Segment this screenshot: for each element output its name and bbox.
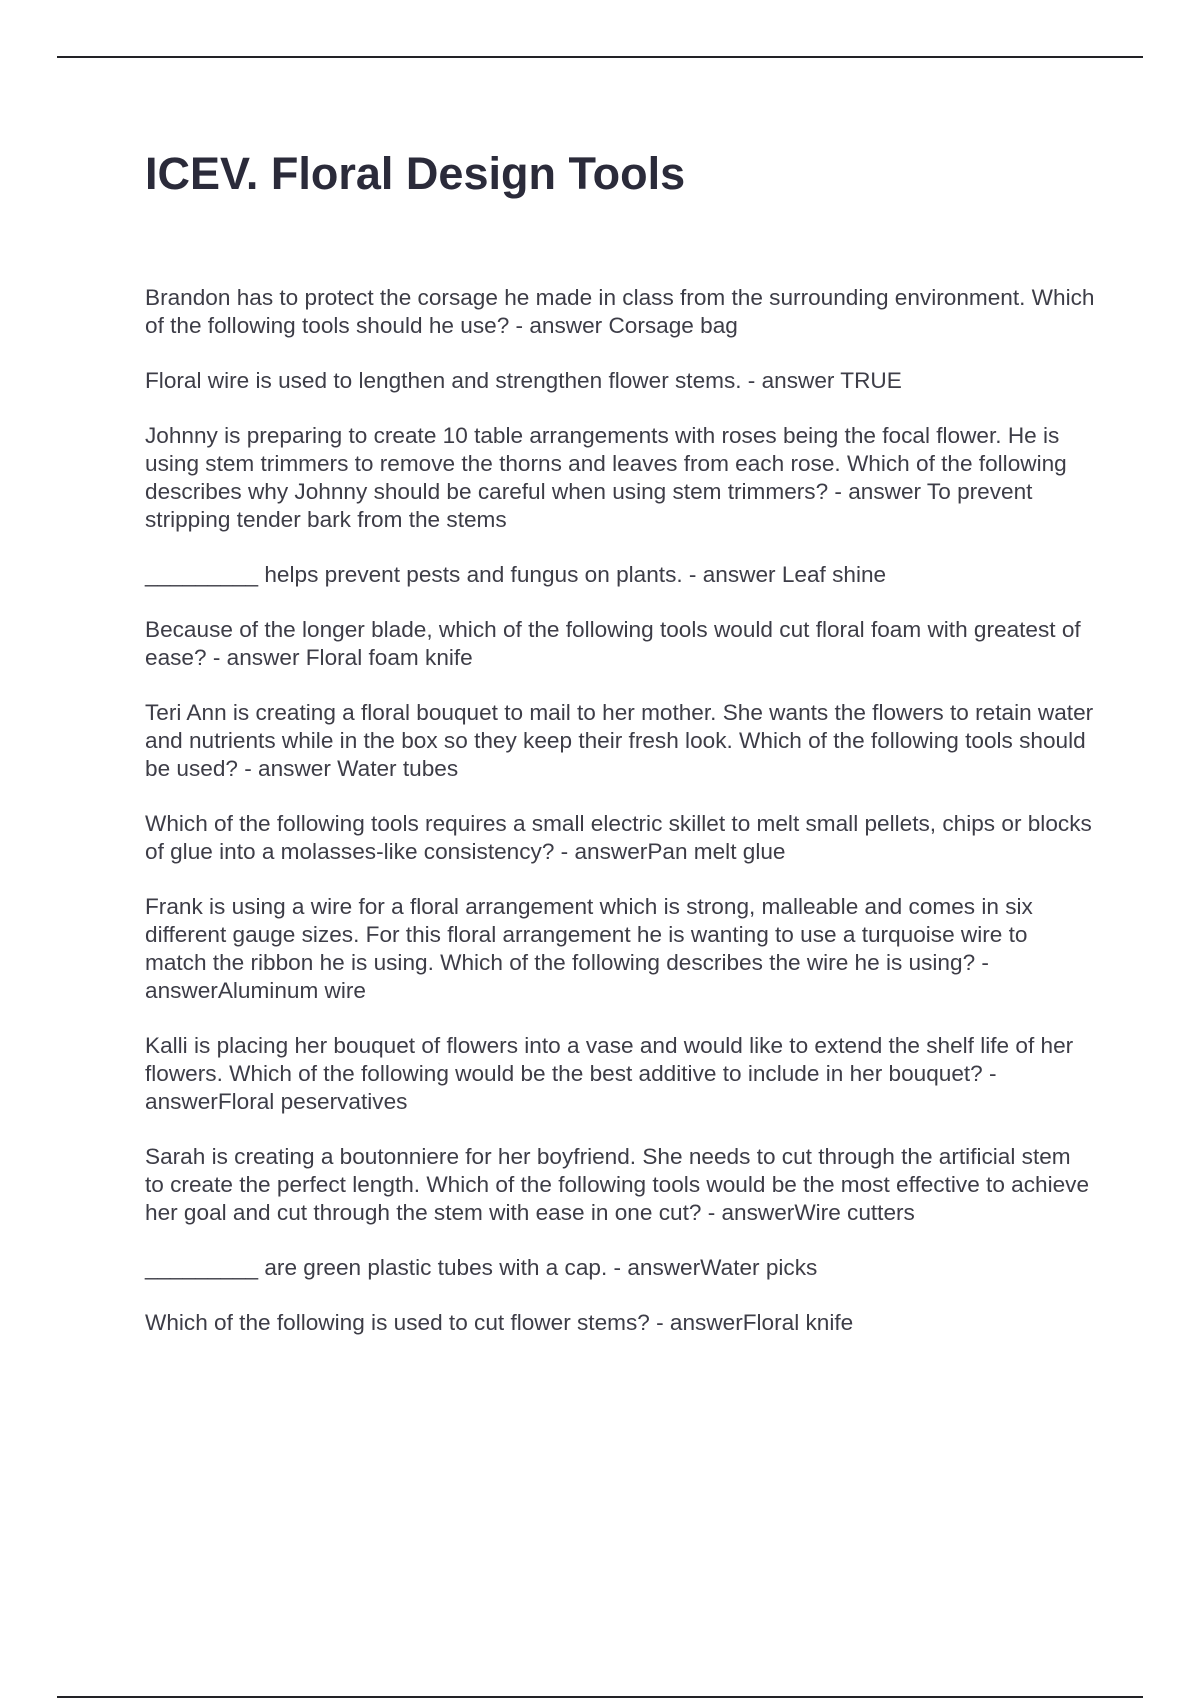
bottom-rule	[57, 1696, 1143, 1698]
qa-item: Frank is using a wire for a floral arrangement which is strong, malleable and comes in six different gauge sizes. For this floral arrangement he is wanting to use a turquoise wire to match the ribbon he is using. Which of the following describes the wire he is using? - answerAluminum wire	[145, 894, 1033, 1003]
qa-item: _________ are green plastic tubes with a cap. - answerWater picks	[145, 1255, 818, 1280]
document-title: ICEV. Floral Design Tools	[145, 148, 686, 199]
qa-item: _________ helps prevent pests and fungus on plants. - answer Leaf shine	[145, 562, 887, 587]
qa-item: Brandon has to protect the corsage he made in class from the surrounding environment. Which of the following tools should he use? - answer Corsage bag	[145, 285, 1095, 338]
qa-item: Kalli is placing her bouquet of flowers into a vase and would like to extend the shelf life of her flowers. Which of the following would be the best additive to include in her bouquet? - answerFloral peservatives	[145, 1033, 1074, 1114]
qa-item: Because of the longer blade, which of the following tools would cut floral foam with greatest of ease? - answer Floral foam knife	[145, 617, 1081, 670]
qa-item: Johnny is preparing to create 10 table arrangements with roses being the focal flower. He is using stem trimmers to remove the thorns and leaves from each rose. Which of the following describes why Johnny should be careful when using stem trimmers? - answer To prevent stripping tender bark from the stems	[145, 423, 1067, 532]
document-body	[145, 140, 1095, 1364]
qa-item: Teri Ann is creating a floral bouquet to mail to her mother. She wants the flowers to retain water and nutrients while in the box so they keep their fresh look. Which of the following tools should be used? - answer Water tubes	[145, 700, 1094, 781]
qa-item: Which of the following is used to cut flower stems? - answerFloral knife	[145, 1310, 854, 1335]
top-rule	[57, 56, 1143, 58]
qa-item: Sarah is creating a boutonniere for her boyfriend. She needs to cut through the artificial stem to create the perfect length. Which of the following tools would be the most effective to achieve her goal and cut through the stem with ease in one cut? - answerWire cutters	[145, 1144, 1090, 1225]
qa-list	[145, 284, 1095, 1337]
qa-item: Which of the following tools requires a small electric skillet to melt small pellets, chips or blocks of glue into a molasses-like consistency? - answerPan melt glue	[145, 811, 1092, 864]
qa-item: Floral wire is used to lengthen and strengthen flower stems. - answer TRUE	[145, 368, 902, 393]
